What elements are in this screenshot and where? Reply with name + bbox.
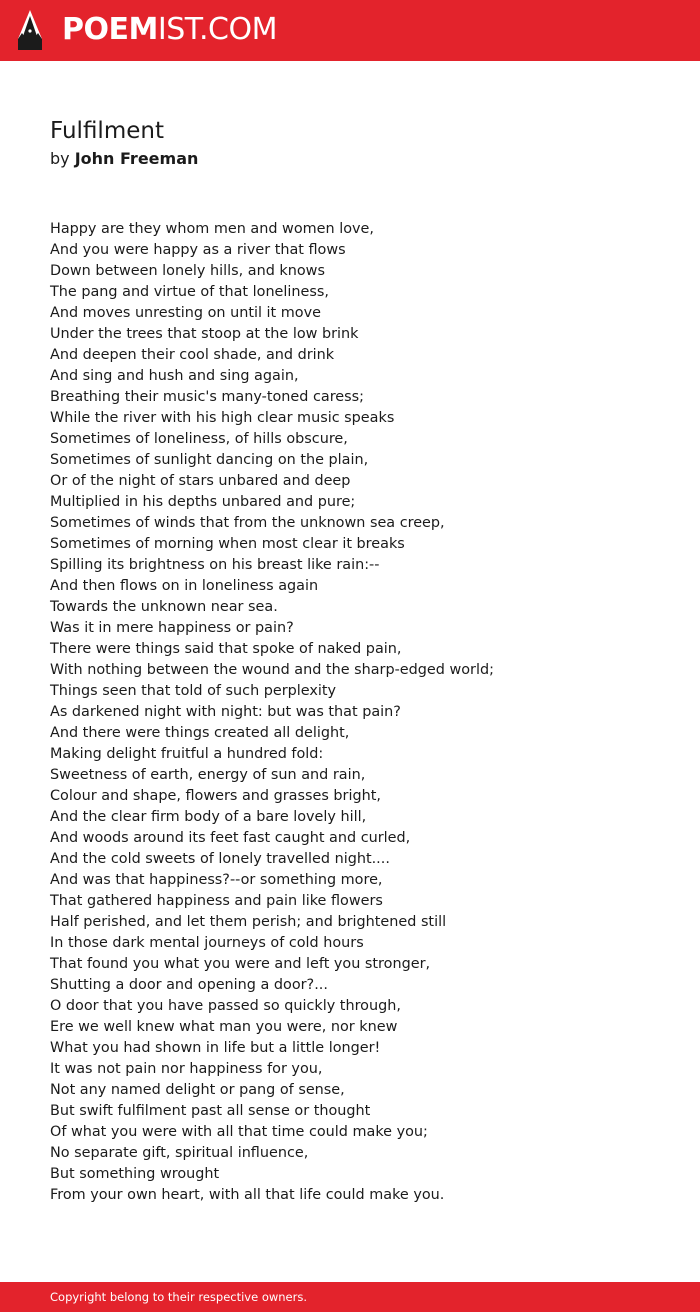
byline [50,148,198,170]
poem-line: And then flows on in loneliness again [50,578,319,594]
poem-line: Was it in mere happiness or pain? [50,620,294,636]
poem-line: What you had shown in life but a little longer! [50,1040,381,1056]
poem-line: With nothing between the wound and the sharp-edged world; [50,662,494,678]
poem-line: As darkened night with night: but was that pain? [50,704,401,720]
poem-line: And deepen their cool shade, and drink [50,347,335,363]
poem-line: That found you what you were and left you stronger, [50,956,431,972]
poem-line: Sometimes of winds that from the unknown sea creep, [50,515,445,531]
site-header [0,0,700,61]
copyright-text: Copyright belong to their respective owners. [50,1290,308,1304]
poem-line: And was that happiness?--or something more, [50,872,383,888]
poem-line: From your own heart, with all that life could make you. [50,1187,445,1203]
poem-line: Down between lonely hills, and knows [50,263,325,279]
poem-line: While the river with his high clear music speaks [50,410,395,426]
poem-line: But something wrought [50,1166,220,1182]
poem-line: That gathered happiness and pain like flowers [50,893,383,909]
poem-line: And the clear firm body of a bare lovely hill, [50,809,367,825]
poem-line: Sometimes of sunlight dancing on the plain, [50,452,369,468]
poem-line: And moves unresting on until it move [50,305,321,321]
poem-line: Ere we well knew what man you were, nor knew [50,1019,398,1035]
brand-bold: POEM [62,12,158,47]
poem-line: And woods around its feet fast caught and curled, [50,830,411,846]
poem-line: Sometimes of morning when most clear it breaks [50,536,405,552]
poem-line: Of what you were with all that time could make you; [50,1124,428,1140]
poem-line: Breathing their music's many-toned caress; [50,389,364,405]
poem-line: Things seen that told of such perplexity [50,683,337,699]
site-logo[interactable] [62,11,277,49]
poem-line: Happy are they whom men and women love, [50,221,374,237]
poem-line: Making delight fruitful a hundred fold: [50,746,324,762]
poem-line: It was not pain nor happiness for you, [50,1061,323,1077]
poem-line: Multiplied in his depths unbared and pure; [50,494,356,510]
poem-line: Shutting a door and opening a door?... [50,977,328,993]
site-footer [0,1282,700,1312]
poem-line: O door that you have passed so quickly through, [50,998,401,1014]
poem-line: Colour and shape, flowers and grasses bright, [50,788,381,804]
poem-title: Fulfilment [50,118,164,144]
author-name: John Freeman [74,149,199,168]
poem-line: The pang and virtue of that loneliness, [50,284,329,300]
poem-line: Or of the night of stars unbared and deep [50,473,351,489]
poem-line: Under the trees that stoop at the low brink [50,326,359,342]
poem-line: Not any named delight or pang of sense, [50,1082,345,1098]
poem-line: No separate gift, spiritual influence, [50,1145,309,1161]
poem-line: And you were happy as a river that flows [50,242,346,258]
poem-line: And sing and hush and sing again, [50,368,299,384]
poem-line: Spilling its brightness on his breast like rain:-- [50,557,380,573]
poem-line: Half perished, and let them perish; and brightened still [50,914,447,930]
by-label: by [50,149,70,168]
poem-line: And the cold sweets of lonely travelled night.... [50,851,390,867]
poem-line: There were things said that spoke of naked pain, [50,641,402,657]
poem-line: Sweetness of earth, energy of sun and rain, [50,767,366,783]
poem-line: In those dark mental journeys of cold hours [50,935,364,951]
pen-nib-icon[interactable] [16,9,44,51]
poem-body [50,219,494,1206]
poem-line: Towards the unknown near sea. [50,599,278,615]
poem-line: And there were things created all delight, [50,725,350,741]
brand-light: IST.COM [157,12,277,47]
poem-line: But swift fulfilment past all sense or thought [50,1103,371,1119]
poem-line: Sometimes of loneliness, of hills obscure, [50,431,348,447]
